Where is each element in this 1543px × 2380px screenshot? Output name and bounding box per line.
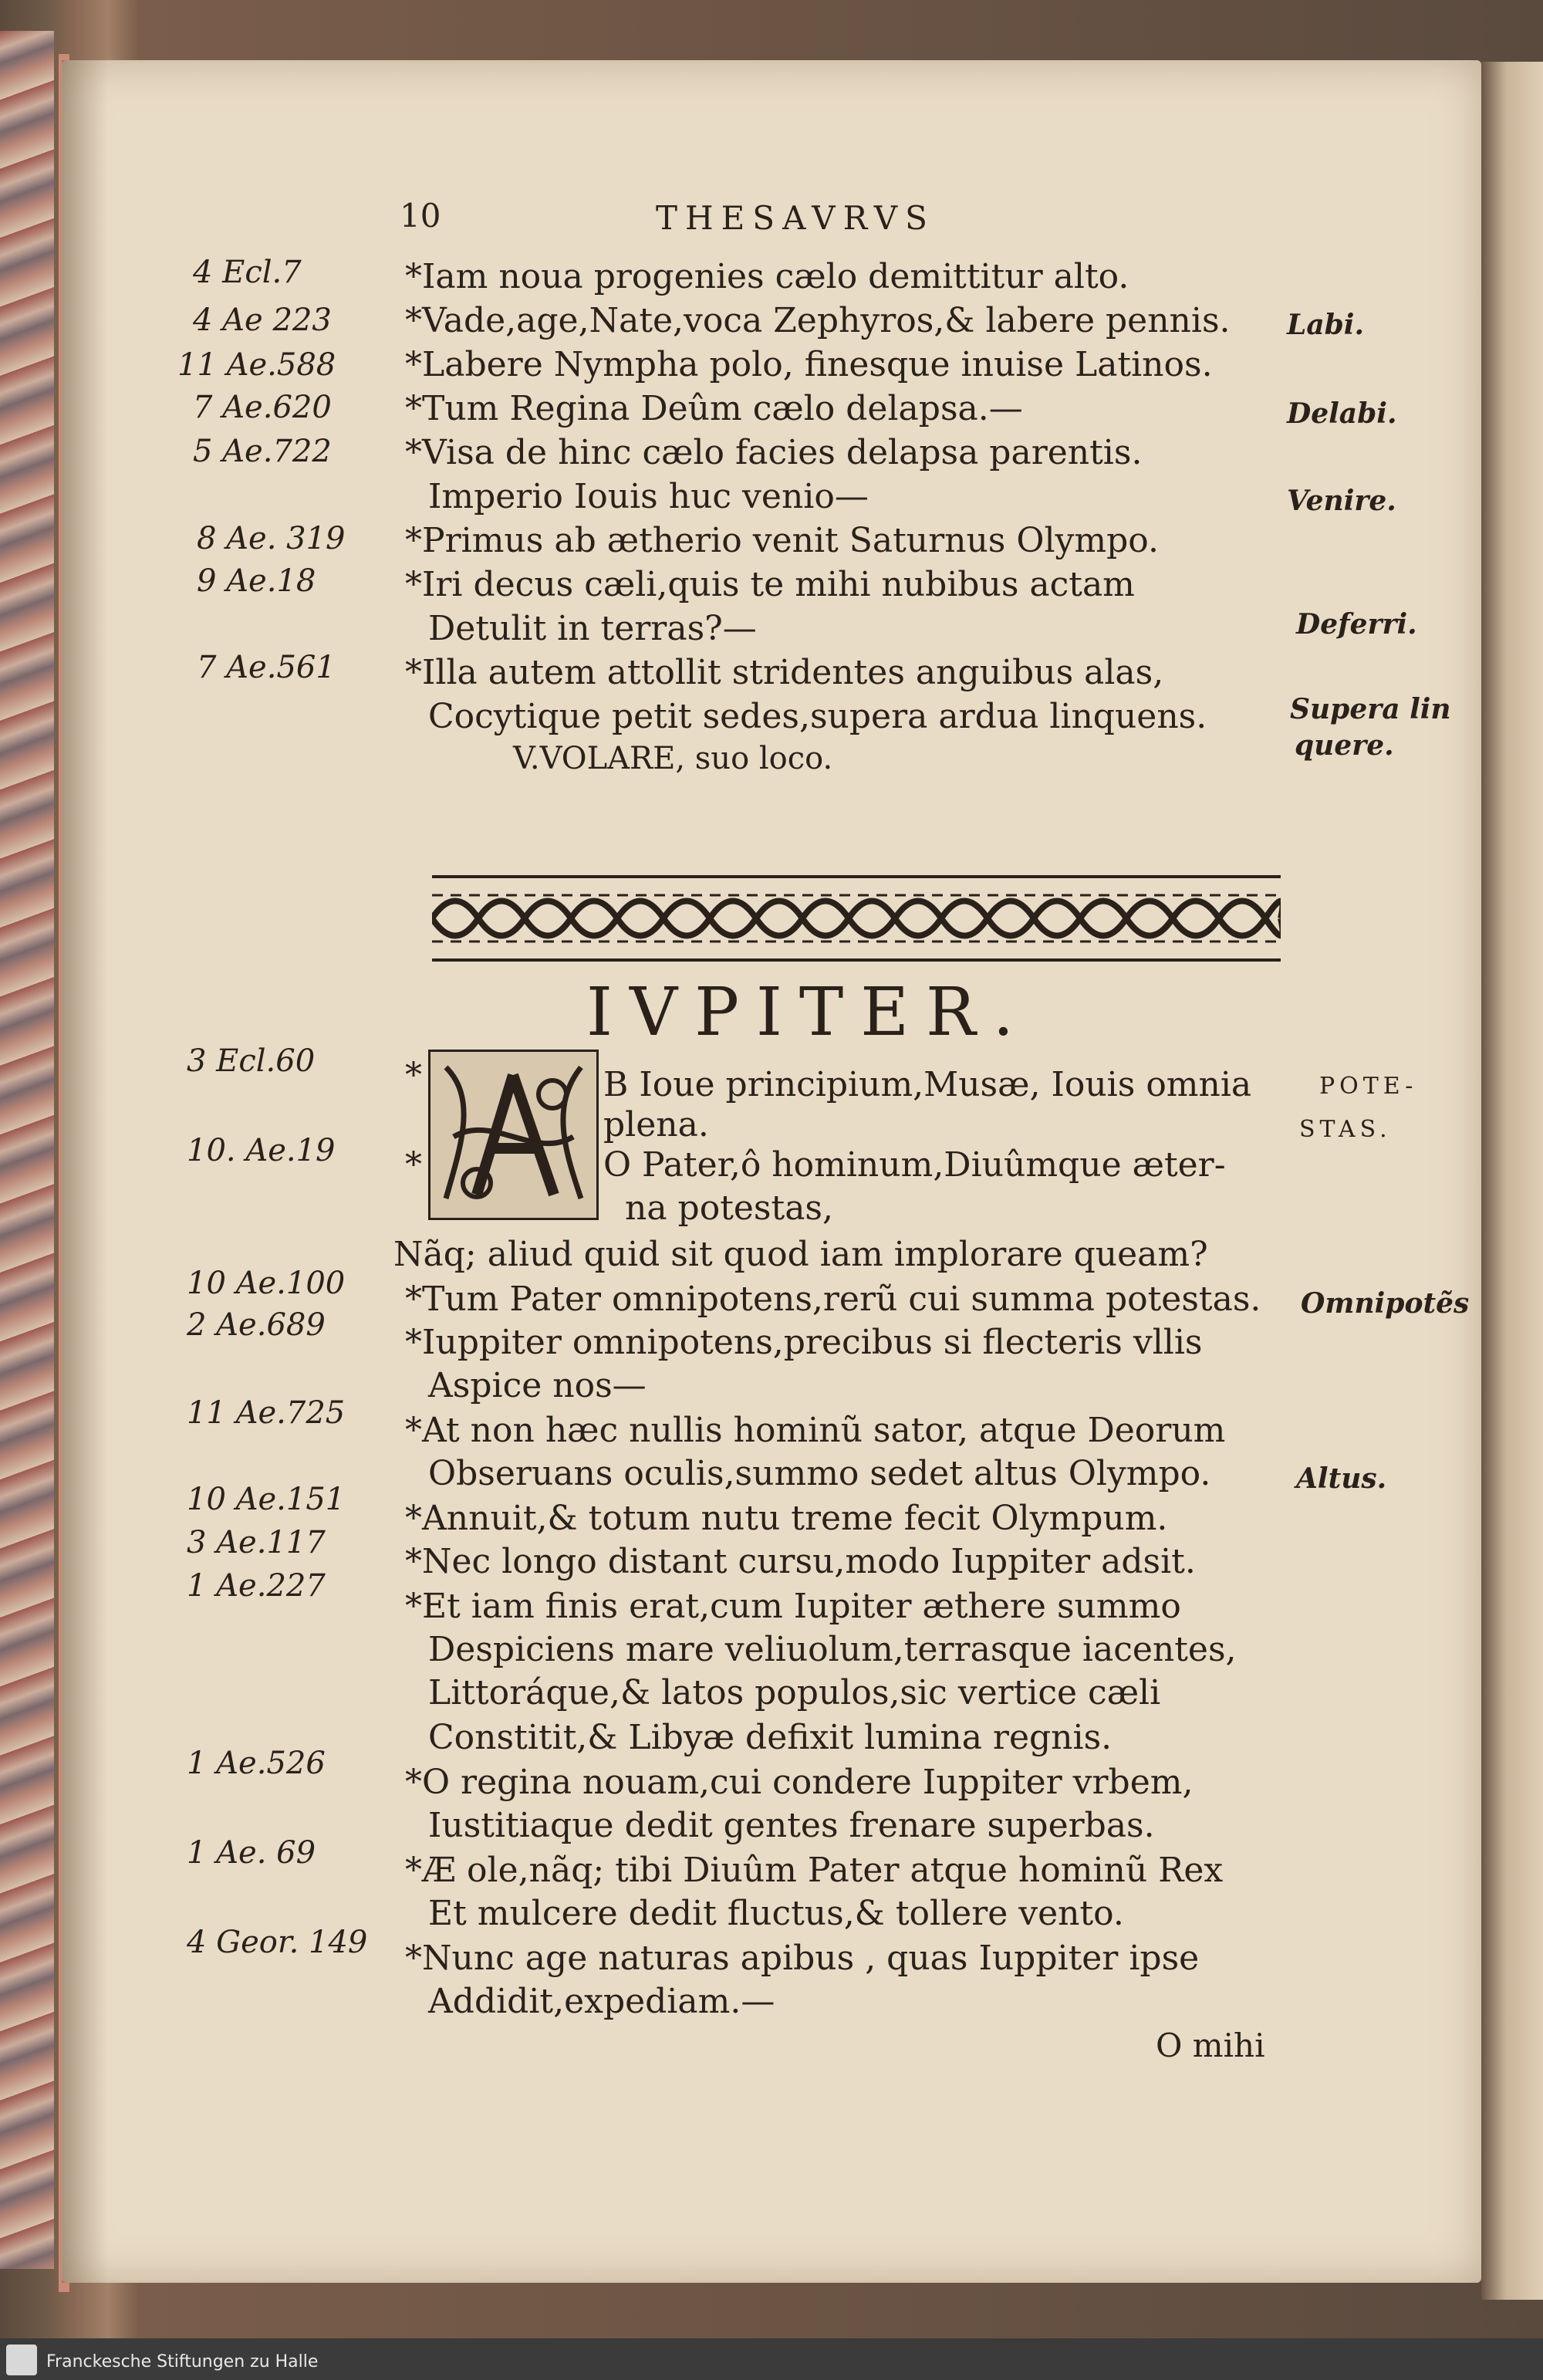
verse-line: Despiciens mare veliuolum,terrasque iacentes, (428, 1630, 1237, 1669)
verse-line: Obseruans oculis,summo sedet altus Olympo. (428, 1454, 1211, 1493)
verse-line: Aspice nos— (428, 1366, 647, 1405)
verse-line: Imperio Iouis huc venio— (428, 477, 869, 516)
side-note: STAS. (1299, 1116, 1392, 1143)
verse-line: *At non hæc nullis hominũ sator, atque Deorum (405, 1411, 1226, 1450)
margin-ref: 3 Ecl.60 (187, 1043, 316, 1079)
decorated-initial-A (428, 1050, 599, 1220)
margin-ref: 5 Ae.722 (193, 434, 332, 469)
verse-line: *Iam noua progenies cælo demittitur alto. (405, 257, 1129, 296)
margin-ref: 7 Ae.620 (193, 390, 332, 425)
marbled-endpaper (0, 31, 54, 2269)
verse-marker: * (405, 1056, 422, 1095)
margin-ref: 11 Ae.588 (177, 347, 336, 383)
verse-line: Cocytique petit sedes,supera ardua linquens. (428, 697, 1207, 736)
side-note: POTE- (1319, 1073, 1418, 1100)
verse-line: *Æ ole,nãq; tibi Diuûm Pater atque hominũ Rex (405, 1851, 1224, 1890)
verse-line: na potestas, (625, 1188, 833, 1228)
verse-line: *Nec longo distant cursu,modo Iuppiter adsit. (405, 1542, 1196, 1581)
verse-line: *O regina nouam,cui condere Iuppiter vrbem, (405, 1763, 1194, 1802)
verse-line: *Labere Nympha polo, finesque inuise Latinos. (405, 345, 1213, 384)
gutter-shadow (62, 60, 108, 2283)
verse-line: *Nunc age naturas apibus , quas Iuppiter ipse (405, 1939, 1200, 1978)
verse-marker: * (405, 1145, 422, 1185)
cross-reference: V.VOLARE, suo loco. (513, 741, 833, 776)
side-note: Deferri. (1296, 608, 1417, 641)
margin-ref: 8 Ae. 319 (197, 521, 346, 556)
verse-line: Detulit in terras?— (428, 609, 757, 648)
ornament-band (432, 872, 1281, 965)
verse-line: *Annuit,& totum nutu treme fecit Olympum. (405, 1499, 1168, 1538)
margin-ref: 4 Geor. 149 (187, 1925, 368, 1960)
verse-line: O Pater,ô hominum,Diuûmque æter- (603, 1145, 1226, 1185)
verse-line: *Vade,age,Nate,voca Zephyros,& labere pennis. (405, 301, 1231, 340)
verse-line: *Illa autem attollit stridentes anguibus alas, (405, 653, 1164, 692)
verse-line: *Iri decus cæli,quis te mihi nubibus actam (405, 565, 1135, 604)
margin-ref: 10 Ae.151 (187, 1482, 346, 1517)
margin-ref: 1 Ae.227 (187, 1568, 326, 1604)
page-number: 10 (400, 197, 441, 235)
facing-page-edge (1481, 62, 1543, 2300)
margin-ref: 1 Ae. 69 (187, 1835, 316, 1871)
margin-ref: 4 Ecl.7 (193, 255, 302, 290)
verse-line: Et mulcere dedit fluctus,& tollere vento. (428, 1894, 1124, 1933)
verse-line: *Primus ab ætherio venit Saturnus Olympo. (405, 521, 1159, 560)
verse-line: Addidit,expediam.— (428, 1982, 775, 2021)
verse-line: *Tum Pater omnipotens,rerũ cui summa potestas. (405, 1280, 1261, 1319)
verse-line: *Et iam finis erat,cum Iupiter æthere summo (405, 1587, 1181, 1626)
verse-line: *Tum Regina Deûm cælo delapsa.— (405, 389, 1023, 428)
side-note: Altus. (1296, 1462, 1387, 1495)
verse-line: plena. (603, 1105, 709, 1144)
margin-ref: 2 Ae.689 (187, 1307, 326, 1343)
margin-ref: 7 Ae.561 (197, 650, 336, 685)
catchword: O mihi (1156, 2027, 1265, 2064)
section-title: IVPITER. (586, 974, 1031, 1051)
verse-line: Littoráque,& latos populos,sic vertice cæli (428, 1673, 1161, 1712)
verse-line: B Ioue principium,Musæ, Iouis omnia (603, 1065, 1252, 1104)
side-note: Supera lin (1290, 693, 1451, 725)
verse-line: Nãq; aliud quid sit quod iam implorare queam? (393, 1235, 1208, 1274)
margin-ref: 1 Ae.526 (187, 1746, 326, 1781)
margin-ref: 11 Ae.725 (187, 1395, 346, 1431)
institution-logo-icon (6, 2345, 37, 2375)
verse-line: *Visa de hinc cælo facies delapsa parentis. (405, 433, 1143, 472)
margin-ref: 4 Ae 223 (193, 303, 332, 338)
side-note: quere. (1295, 729, 1394, 762)
side-note: Delabi. (1287, 397, 1397, 430)
verse-line: *Iuppiter omnipotens,precibus si flecteris vllis (405, 1323, 1203, 1362)
running-title: THESAVRVS (656, 199, 935, 237)
verse-line: Constitit,& Libyæ defixit lumina regnis. (428, 1718, 1113, 1757)
side-note: Omnipotẽs (1301, 1287, 1470, 1320)
margin-ref: 10. Ae.19 (187, 1133, 336, 1168)
verse-line: Iustitiaque dedit gentes frenare superbas. (428, 1806, 1155, 1845)
margin-ref: 3 Ae.117 (187, 1525, 326, 1560)
side-note: Labi. (1287, 309, 1365, 341)
margin-ref: 10 Ae.100 (187, 1266, 346, 1301)
margin-ref: 9 Ae.18 (197, 563, 316, 599)
side-note: Venire. (1287, 485, 1396, 517)
footer-credit: Franckesche Stiftungen zu Halle (46, 2352, 319, 2372)
